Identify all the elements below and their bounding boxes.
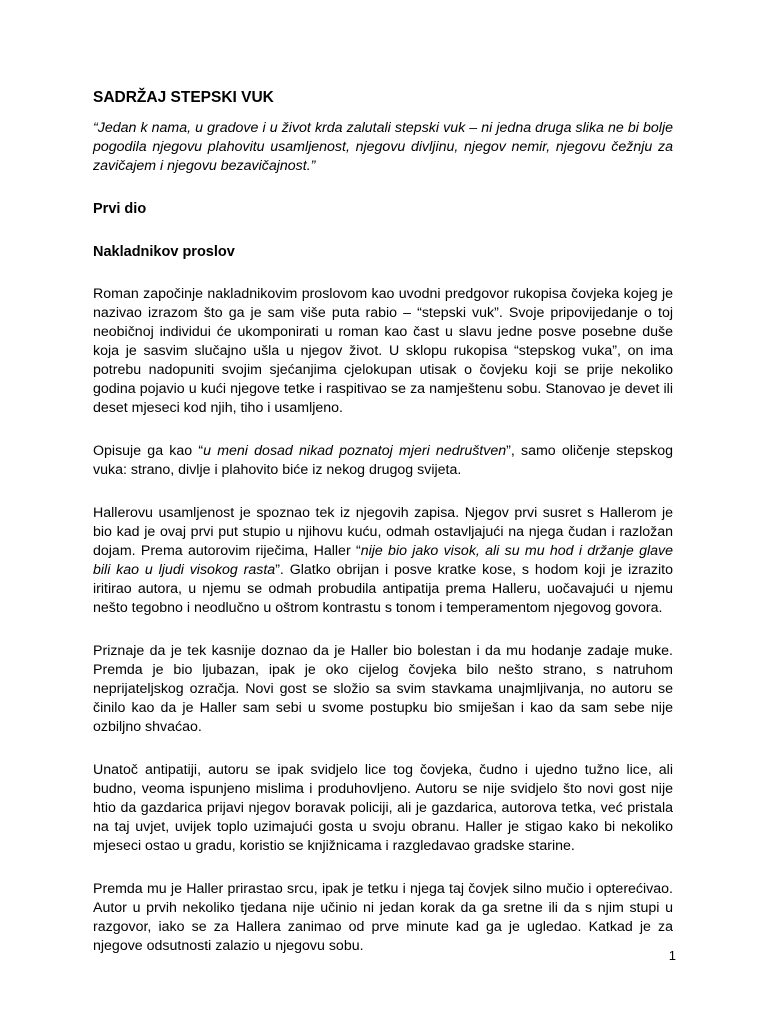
paragraph-2-text-before: Opisuje ga kao “ (93, 443, 204, 459)
paragraph-5: Unatoč antipatiji, autoru se ipak svidjelo lice tog čovjeka, čudno i ujedno tužno lice, ali budno, veoma ispunjeno mislima i produhovljeno. Autoru se nije svidjelo što novi gost nije htio da gazdarica prijavi njegov boravak policiji, ali je gazdarica, autorova tetka, već pristala na taj uvjet, uvijek toplo uzimajući gosta u svoju obranu. Haller je stigao kako bi nekoliko mjeseci ostao u gradu, koristio se knjižnicama i razgledavao gradske starine. (93, 762, 673, 854)
paragraph-3-text-before: Hallerovu usamljenost je spoznao tek iz njegovih zapisa. Njegov prvi susret s Hallerom je bio kad je ovaj prvi put stupio u njihovu kuću, odmah ostavljajući na njega čudan i razložan dojam. Prema autorovim riječima, Haller “ (93, 505, 673, 559)
section-heading: Nakladnikov proslov (93, 244, 235, 260)
page-number: 1 (668, 948, 676, 963)
part-heading: Prvi dio (93, 201, 147, 217)
epigraph-quote: “Jedan k nama, u gradove i u život krda zalutali stepski vuk – ni jedna druga slika ne bi bolje pogodila njegovu plahovitu usamljenost, njegovu divljinu, njegov nemir, njegovu čežnju za zavičajem i njegovu bezavičajnost.” (93, 120, 673, 174)
paragraph-2 (93, 442, 673, 480)
paragraph-2-text-after: ”, samo oličenje stepskog vuka: strano, divlje i plahovito biće iz nekog drugog svijeta. (93, 443, 673, 478)
paragraph-2-italic-quote: u meni dosad nikad poznatoj mjeri nedruštven (203, 443, 507, 459)
paragraph-1: Roman započinje nakladnikovim proslovom kao uvodni predgovor rukopisa čovjeka kojeg je nazivao izrazom što ga je sam više puta rabio – “stepski vuk”. Svoje pripovijedanje o toj neobičnoj individui će ukomponirati u roman kao čast u slavu jedne posve posebne duše koja je sasvim slučajno ušla u njegov život. U sklopu rukopisa “stepskog vuka”, on ima potrebu nadopuniti svojim sjećanjima cjelokupan utisak o čovjeku koji se prije nekoliko godina pojavio u kući njegove tetke i raspitivao se za namještenu sobu. Stanovao je devet ili deset mjeseci kod njih, tiho i usamljeno. (93, 286, 673, 416)
page-content (93, 88, 673, 980)
paragraph-6: Premda mu je Haller prirastao srcu, ipak je tetku i njega taj čovjek silno mučio i opterećivao. Autor u prvih nekoliko tjedana nije učinio ni jedan korak da ga sretne ili da s njim stupi u razgovor, iako se za Hallera zanimao od prve minute kad ga je ugledao. Katkad je za njegove odsutnosti zalazio u njegovu sobu. (93, 881, 673, 954)
paragraph-3-text-after: ”. Glatko obrijan i posve kratke kose, s hodom koji je izrazito iritirao autora, u njemu se odmah probudila antipatija prema Halleru, uočavajući u njemu nešto tegobno i neodlučno u oštrom kontrastu s tonom i temperamentom njegovog govora. (93, 562, 674, 616)
paragraph-3 (93, 504, 673, 618)
paragraph-4: Priznaje da je tek kasnije doznao da je Haller bio bolestan i da mu hodanje zadaje muke. Premda je bio ljubazan, ipak je oko cijelog čovjeka bilo nešto strano, s natruhom neprijateljskog ozračja. Novi gost se složio sa svim stavkama unajmljivanja, no autoru se činilo kao da je Haller sam sebi u svome postupku bio smiješan i kao da sam sebe nije ozbiljno shvaćao. (93, 643, 673, 735)
document-title: SADRŽAJ STEPSKI VUK (93, 89, 274, 106)
paragraph-3-italic-quote: nije bio jako visok, ali su mu hod i držanje glave bili kao u ljudi visokog rasta (93, 543, 674, 578)
